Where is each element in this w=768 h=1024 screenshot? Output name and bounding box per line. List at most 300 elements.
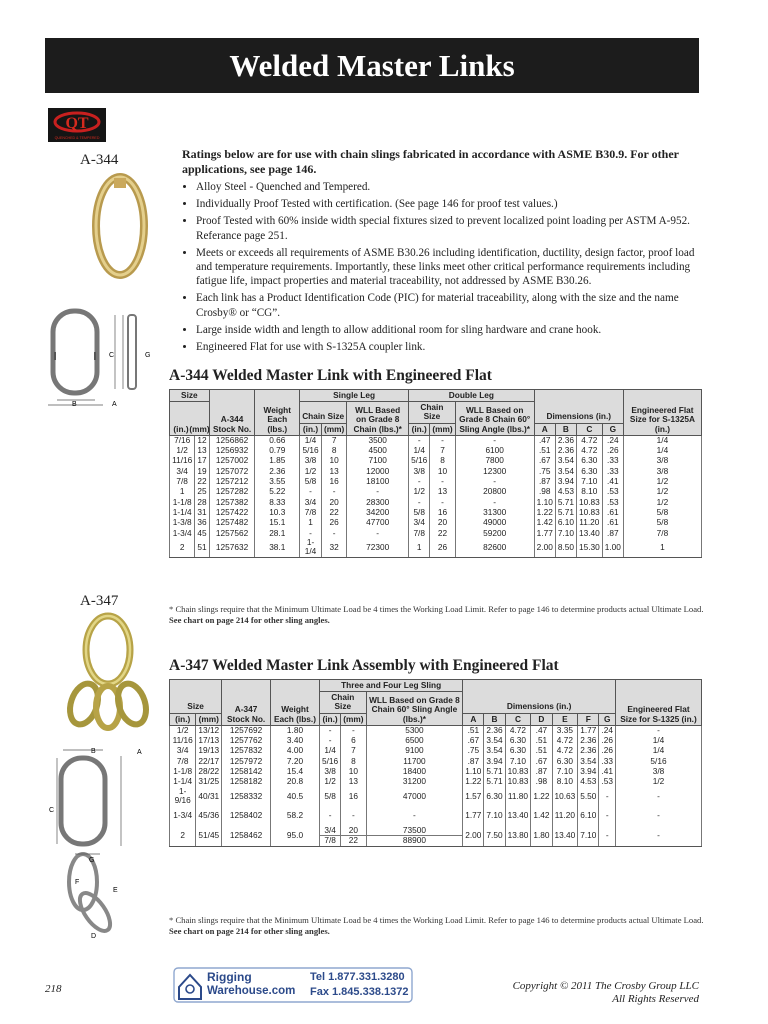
table-cell: 3500: [347, 435, 409, 445]
copyright-line2: All Rights Reserved: [612, 992, 699, 1005]
table-cell: 11/16: [170, 456, 195, 466]
qt-logo: [48, 108, 106, 142]
diagram2-label-b: B: [91, 748, 96, 755]
table-cell: 16: [430, 507, 455, 517]
table-cell: 7: [321, 435, 346, 445]
table-cell: 5/8: [319, 787, 340, 805]
table-cell: .51: [534, 446, 555, 456]
a344-table-body: [170, 435, 702, 557]
table-cell: 20: [321, 497, 346, 507]
table-cell: 1-3/4: [170, 528, 195, 538]
table-cell: -: [599, 826, 616, 847]
table-cell: -: [341, 806, 366, 826]
table-cell: 3/8: [615, 767, 701, 777]
table-cell: 5/8: [409, 507, 430, 517]
table-row: [170, 746, 702, 756]
col-dim-c: C: [576, 423, 602, 435]
table-cell: 4.53: [578, 777, 599, 787]
table-cell: .26: [599, 736, 616, 746]
table-cell: 1: [409, 538, 430, 557]
table-cell: 7.50: [484, 826, 505, 847]
diagram-label-b: B: [72, 401, 77, 408]
table-cell: 16: [321, 477, 346, 487]
table-cell: 13/12: [196, 725, 222, 735]
table-cell: .24: [599, 725, 616, 735]
table-cell: 13: [341, 777, 366, 787]
table-cell: 12000: [347, 466, 409, 476]
feature-list: [182, 180, 702, 354]
table-cell: 11700: [366, 756, 463, 766]
table-cell: 10: [430, 466, 455, 476]
table-cell: 1.00: [602, 538, 623, 557]
unit-mm: (mm): [321, 423, 346, 435]
table-cell: 3.54: [484, 746, 505, 756]
table-cell: .87: [463, 756, 484, 766]
footnote-bold: See chart on page 214 for other sling angles.: [169, 614, 330, 625]
table-cell: 7/8: [319, 836, 340, 846]
table-cell: 1-1/4: [170, 507, 195, 517]
table-row: [170, 466, 702, 476]
table-cell: 15.30: [576, 538, 602, 557]
table-cell: 3/8: [409, 466, 430, 476]
table-cell: -: [300, 487, 322, 497]
table-cell: 1257632: [209, 538, 255, 557]
table-cell: -: [599, 787, 616, 805]
col-dim-a: A: [534, 423, 555, 435]
table-row: [170, 518, 702, 528]
table2-footnote: [169, 915, 709, 936]
table-cell: -: [319, 806, 340, 826]
table-cell: 1.80: [531, 826, 552, 847]
table-cell: 40.5: [270, 787, 319, 805]
table-cell: .33: [599, 756, 616, 766]
table-cell: 7/8: [300, 507, 322, 517]
table-cell: 4.53: [555, 487, 576, 497]
table-cell: 1.85: [255, 456, 300, 466]
col-dimensions: Dimensions (in.): [463, 680, 616, 714]
table-cell: 15.4: [270, 767, 319, 777]
table-cell: -: [455, 497, 534, 507]
table-cell: 1256862: [209, 435, 255, 445]
table-cell: 73500: [366, 826, 463, 836]
table-cell: 22: [430, 528, 455, 538]
table-cell: .33: [602, 456, 623, 466]
table-cell: 51/45: [196, 826, 222, 847]
feature-item: • Proof Tested with 60% inside width special fixtures sized to prevent localized point loading per ASTM A-952. Referance page 251.: [196, 214, 702, 242]
table-cell: 3/8: [319, 767, 340, 777]
table-cell: 9100: [366, 746, 463, 756]
product-label-a344: A-344: [80, 152, 119, 168]
logo-line2: Warehouse.com: [207, 985, 296, 997]
unit-in: (in.): [170, 713, 196, 725]
table-cell: .87: [531, 767, 552, 777]
table-row: [170, 806, 702, 826]
table-cell: 1-1/8: [170, 497, 195, 507]
table-cell: 2: [170, 538, 195, 557]
table-cell: 2.00: [534, 538, 555, 557]
table-cell: 26: [430, 538, 455, 557]
table-cell: 1.77: [578, 725, 599, 735]
table-cell: .26: [602, 446, 623, 456]
table-cell: 19/13: [196, 746, 222, 756]
table-cell: 11/16: [170, 736, 196, 746]
feature-item: • Alloy Steel - Quenched and Tempered.: [196, 180, 702, 194]
table-cell: 58.2: [270, 806, 319, 826]
table-cell: 4.72: [505, 725, 531, 735]
table-cell: 3.94: [555, 477, 576, 487]
unit-mm: (mm): [196, 713, 222, 725]
table-cell: 10: [321, 456, 346, 466]
table-cell: 8: [321, 446, 346, 456]
col-dim-f: F: [578, 713, 599, 725]
table-cell: -: [341, 725, 366, 735]
table-cell: 28/22: [196, 767, 222, 777]
table-cell: 3/4: [409, 518, 430, 528]
table-cell: 3/8: [623, 466, 701, 476]
feature-item: • Meets or exceeds all requirements of ASME B30.26 including identification, ductility, design factor, proof load and temperature requirements. Importantly, these links meet other critical performance requirements including fatigue life, impact properties and material traceability, not addressed by ASME B30.26.: [196, 246, 702, 289]
intro-lead: Ratings below are for use with chain slings fabricated in accordance with ASME B30.9. For other applications, see page 146.: [182, 147, 679, 176]
table-cell: 5/8: [623, 507, 701, 517]
table-cell: 1-1/4: [300, 538, 322, 557]
table-cell: 1.80: [270, 725, 319, 735]
table-cell: 25: [195, 487, 209, 497]
unit-in: (in.): [173, 423, 189, 434]
table-cell: 1/2: [623, 487, 701, 497]
table-cell: 6100: [455, 446, 534, 456]
table-row: [170, 756, 702, 766]
table-cell: 38.1: [255, 538, 300, 557]
table-cell: 1257382: [209, 497, 255, 507]
table-cell: .75: [463, 746, 484, 756]
table-cell: 47700: [347, 518, 409, 528]
table-cell: 1/2: [170, 725, 196, 735]
table-cell: 1/4: [623, 435, 701, 445]
col-wll: WLL Based on Grade 8 Chain 60° Sling Angle (lbs.)*: [366, 692, 463, 726]
table2-title: A-347 Welded Master Link Assembly with Engineered Flat: [169, 657, 559, 674]
table-cell: .67: [534, 456, 555, 466]
table-cell: 8.50: [555, 538, 576, 557]
table-cell: 3.35: [552, 725, 578, 735]
table-cell: 8.33: [255, 497, 300, 507]
table-cell: 10.3: [255, 507, 300, 517]
table-cell: 28: [195, 497, 209, 507]
table-cell: 1258462: [222, 826, 271, 847]
diagram2-label-d: D: [91, 933, 97, 940]
table-cell: 31200: [366, 777, 463, 787]
table-cell: 1257002: [209, 456, 255, 466]
table-cell: -: [430, 477, 455, 487]
table-cell: 3/8: [623, 456, 701, 466]
table-cell: .61: [602, 507, 623, 517]
col-size-units: [170, 402, 210, 436]
table-cell: .87: [534, 477, 555, 487]
feature-item: • Individually Proof Tested with certification. (See page 146 for proof test values.): [196, 197, 702, 211]
table-cell: 3.54: [555, 456, 576, 466]
table-row: [170, 507, 702, 517]
table-cell: 2.36: [555, 435, 576, 445]
table-cell: 95.0: [270, 826, 319, 847]
table-cell: 2.36: [484, 725, 505, 735]
table-cell: -: [409, 477, 430, 487]
diagram-label-a: A: [112, 401, 117, 408]
table-cell: -: [599, 806, 616, 826]
table-cell: 5/16: [319, 756, 340, 766]
table-cell: 6.10: [578, 806, 599, 826]
col-dim-d: D: [531, 713, 552, 725]
table-cell: -: [615, 826, 701, 847]
table-cell: 11.20: [552, 806, 578, 826]
feature-item: • Each link has a Product Identification Code (PIC) for material traceability, along with the size and the name Crosby® or “CG”.: [196, 291, 702, 319]
col-chain-size: Chain Size: [300, 402, 347, 423]
table-cell: 45/36: [196, 806, 222, 826]
feature-item: • Large inside width and length to allow additional room for sling hardware and crane hook.: [196, 323, 702, 337]
table-cell: 1/2: [170, 446, 195, 456]
table-cell: .47: [534, 435, 555, 445]
table-cell: 1258182: [222, 777, 271, 787]
table-cell: 7100: [347, 456, 409, 466]
table-row: [170, 777, 702, 787]
table-cell: 3.54: [578, 756, 599, 766]
copyright-line1: Copyright © 2011 The Crosby Group LLC: [512, 980, 699, 992]
table-cell: -: [321, 528, 346, 538]
table-cell: -: [319, 725, 340, 735]
table-cell: .98: [531, 777, 552, 787]
page-number: 218: [45, 983, 62, 995]
table-cell: 7/8: [409, 528, 430, 538]
unit-mm: (mm): [430, 423, 455, 435]
table-cell: 88900: [366, 836, 463, 846]
table-cell: -: [430, 497, 455, 507]
table-cell: 7/8: [170, 477, 195, 487]
footnote-text: * Chain slings require that the Minimum Ultimate Load be 4 times the Working Load Limit. Refer to page 146 to determine products actual Ultimate Load.: [169, 604, 704, 614]
table-cell: 7800: [455, 456, 534, 466]
table-cell: 7.20: [270, 756, 319, 766]
table-cell: 10: [341, 767, 366, 777]
table-row: [170, 477, 702, 487]
table-cell: .41: [602, 477, 623, 487]
table-cell: 47000: [366, 787, 463, 805]
a344-dimension-diagram: [45, 305, 155, 410]
col-dim-b: B: [484, 713, 505, 725]
table-cell: .33: [602, 466, 623, 476]
table-cell: 7.10: [578, 826, 599, 847]
table-cell: 1.77: [463, 806, 484, 826]
rigging-warehouse-logo: [173, 967, 413, 1003]
table-cell: 13: [430, 487, 455, 497]
col-dimensions: Dimensions (in.): [534, 390, 623, 424]
table-cell: 1: [623, 538, 701, 557]
table-cell: 5/8: [623, 518, 701, 528]
table-cell: -: [615, 806, 701, 826]
logo-subtext: QUENCHED & TEMPERED: [54, 136, 100, 140]
product-label-a347: A-347: [80, 593, 119, 609]
table-cell: -: [409, 497, 430, 507]
feature-item: • Engineered Flat for use with S-1325A coupler link.: [196, 340, 702, 354]
table-cell: 2.36: [255, 466, 300, 476]
table-cell: -: [615, 787, 701, 805]
table-cell: 3/4: [300, 497, 322, 507]
table-cell: 3.55: [255, 477, 300, 487]
table-row: [170, 528, 702, 538]
table-cell: 1.77: [534, 528, 555, 538]
a344-link-image: [90, 172, 150, 280]
unit-mm: (mm): [341, 713, 366, 725]
table-cell: 1-1/8: [170, 767, 196, 777]
table-row: [170, 497, 702, 507]
table-cell: .67: [531, 756, 552, 766]
table-cell: -: [409, 435, 430, 445]
table-cell: 22/17: [196, 756, 222, 766]
table-row: [170, 725, 702, 735]
table-cell: .24: [602, 435, 623, 445]
logo-text: QT: [65, 115, 89, 132]
table-cell: 2.00: [463, 826, 484, 847]
table-cell: 4500: [347, 446, 409, 456]
table-cell: 31: [195, 507, 209, 517]
table-cell: 19: [195, 466, 209, 476]
table-cell: 5/8: [300, 477, 322, 487]
table-cell: 6.10: [555, 518, 576, 528]
table-cell: 1/2: [409, 487, 430, 497]
table-cell: -: [615, 725, 701, 735]
table-cell: 8.10: [576, 487, 602, 497]
table-cell: 28.1: [255, 528, 300, 538]
table-cell: -: [319, 736, 340, 746]
table-cell: 22: [195, 477, 209, 487]
col-dim-e: E: [552, 713, 578, 725]
table-cell: 32: [321, 538, 346, 557]
table-cell: 10.83: [576, 497, 602, 507]
table-cell: 3.94: [484, 756, 505, 766]
copyright: [513, 980, 699, 1005]
table-row: [170, 787, 702, 805]
table-cell: 28300: [347, 497, 409, 507]
col-engineered-flat: Engineered Flat Size for S-1325A (in.): [623, 390, 701, 436]
table-cell: 3.54: [555, 466, 576, 476]
table-cell: 2.36: [578, 736, 599, 746]
table-cell: .53: [599, 777, 616, 787]
table-cell: .75: [534, 466, 555, 476]
table-cell: -: [366, 806, 463, 826]
table-cell: 6.30: [505, 746, 531, 756]
col-dim-g: G: [599, 713, 616, 725]
table-row: [170, 487, 702, 497]
table-cell: 40/31: [196, 787, 222, 805]
table-cell: 1.22: [531, 787, 552, 805]
table-cell: -: [455, 435, 534, 445]
table-row: [170, 538, 702, 557]
table-cell: 7: [341, 746, 366, 756]
intro-section: [182, 147, 702, 357]
table-cell: 1.42: [534, 518, 555, 528]
table-cell: 0.66: [255, 435, 300, 445]
table-cell: 3/4: [170, 466, 195, 476]
unit-in: (in.): [409, 423, 430, 435]
table-cell: 20: [341, 826, 366, 836]
table-cell: 13.40: [552, 826, 578, 847]
table-cell: 1/4: [615, 736, 701, 746]
table-cell: 1257832: [222, 746, 271, 756]
table-cell: 4.72: [576, 446, 602, 456]
table-cell: 5.71: [484, 777, 505, 787]
table-cell: 13: [321, 466, 346, 476]
table-cell: 1257072: [209, 466, 255, 476]
table-cell: 12: [195, 435, 209, 445]
table-cell: 49000: [455, 518, 534, 528]
table-cell: 1/4: [319, 746, 340, 756]
diagram-label-c: C: [109, 352, 115, 359]
table-cell: 1257692: [222, 725, 271, 735]
page-title: Welded Master Links: [229, 48, 515, 83]
col-stock: A-347 Stock No.: [222, 680, 271, 726]
table-cell: 7.10: [555, 528, 576, 538]
table-cell: 1.42: [531, 806, 552, 826]
table-cell: 1/2: [615, 777, 701, 787]
table-cell: -: [347, 487, 409, 497]
a347-table-body: [170, 725, 702, 846]
table-cell: 1257762: [222, 736, 271, 746]
col-size: Size: [170, 390, 210, 402]
table-cell: 20.8: [270, 777, 319, 787]
table-row: [170, 736, 702, 746]
col-engineered-flat: Engineered Flat Size for S-1325 (in.): [615, 680, 701, 726]
table-cell: 2.36: [578, 746, 599, 756]
table-cell: 6.30: [505, 736, 531, 746]
table-cell: 3.40: [270, 736, 319, 746]
table-cell: 31/25: [196, 777, 222, 787]
table-cell: 7.10: [576, 477, 602, 487]
table-cell: 6.30: [552, 756, 578, 766]
a347-dimension-diagram: [45, 742, 157, 942]
table-cell: 12300: [455, 466, 534, 476]
table-cell: 10.63: [552, 787, 578, 805]
footnote-text: * Chain slings require that the Minimum Ultimate Load be 4 times the Working Load Limit. Refer to page 146 to determine products actual Ultimate Load.: [169, 915, 704, 925]
col-stock: A-344 Stock No.: [209, 390, 255, 436]
table-cell: 4.72: [552, 736, 578, 746]
table-cell: 7/8: [170, 756, 196, 766]
table-cell: 5/16: [409, 456, 430, 466]
unit-in: (in.): [300, 423, 322, 435]
table-cell: 6.30: [484, 787, 505, 805]
table-cell: 0.79: [255, 446, 300, 456]
table-cell: .47: [531, 725, 552, 735]
col-single-leg: Single Leg: [300, 390, 409, 402]
table-cell: 1257482: [209, 518, 255, 528]
table-cell: 10.83: [576, 507, 602, 517]
table-cell: 22: [321, 507, 346, 517]
table-cell: 16: [341, 787, 366, 805]
table-cell: 13.80: [505, 826, 531, 847]
table-cell: 6: [341, 736, 366, 746]
table-cell: 1.22: [463, 777, 484, 787]
table-cell: 1/2: [623, 477, 701, 487]
table-cell: 7.10: [484, 806, 505, 826]
table-cell: 1258142: [222, 767, 271, 777]
table-cell: 7.10: [552, 767, 578, 777]
col-weight: Weight Each (lbs.): [255, 390, 300, 436]
table-cell: -: [347, 528, 409, 538]
table-row: [170, 767, 702, 777]
table-cell: .87: [602, 528, 623, 538]
table-cell: 8.10: [552, 777, 578, 787]
table-cell: 1/4: [615, 746, 701, 756]
table-cell: 72300: [347, 538, 409, 557]
col-wll-double: WLL Based on Grade 8 Chain 60° Sling Angle (lbs.)*: [455, 402, 534, 436]
table-cell: 20800: [455, 487, 534, 497]
table-cell: 17/13: [196, 736, 222, 746]
table-row: [170, 456, 702, 466]
diagram2-label-e: E: [113, 887, 118, 894]
